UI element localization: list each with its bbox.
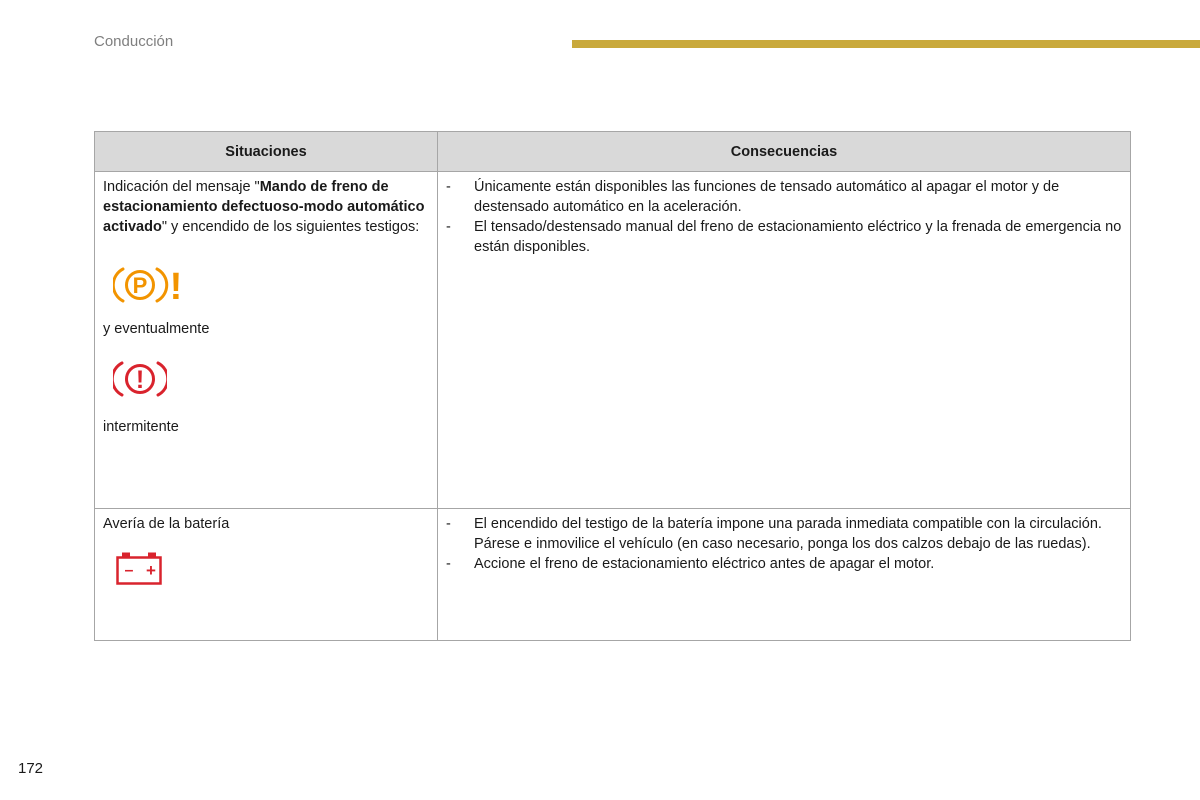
consequence-list — [446, 514, 1122, 574]
battery-plus-sign: + — [146, 561, 156, 580]
battery-warning-icon — [116, 552, 164, 586]
list-item — [446, 177, 1122, 217]
situation-intro: Indicación del mensaje " — [103, 179, 260, 195]
brake-warning-icon — [113, 359, 167, 399]
situation-message: Mando de freno de estacionamiento defectuoso-modo automático activado — [103, 179, 425, 235]
bullet-dash: - — [446, 556, 451, 572]
between-icons-text: y eventualmente — [103, 321, 210, 337]
bullet-dash: - — [446, 219, 451, 235]
list-item — [446, 514, 1122, 554]
consequence-text: El tensado/destensado manual del freno de estacionamiento eléctrico y la frenada de emergencia no están disponibles. — [474, 219, 1122, 255]
battery-minus-sign: – — [124, 562, 134, 579]
consequence-text: Únicamente están disponibles las funciones de tensado automático al apagar el motor y de destensado automático en la aceleración. — [474, 179, 1060, 215]
section-title: Conducción — [94, 33, 174, 50]
table-header-row — [95, 132, 1131, 172]
situation-description: Avería de la batería — [103, 516, 230, 532]
header-accent-bar — [572, 40, 1200, 48]
consequence-text: El encendido del testigo de la batería impone una parada inmediata compatible con la circulación. Párese e inmovilice el vehículo (en caso necesario, ponga los dos calzos debajo de las ruedas). — [474, 516, 1102, 552]
header-consecuencias: Consecuencias — [438, 132, 1131, 172]
bullet-dash: - — [446, 179, 451, 195]
situation-cell — [95, 172, 438, 509]
brake-exclamation: ! — [135, 366, 145, 394]
situation-outro: " y encendido de los siguientes testigos: — [161, 219, 420, 235]
parking-brake-warning-icon — [113, 265, 185, 305]
page-number: 172 — [18, 760, 44, 777]
table-row — [95, 509, 1131, 641]
list-item — [446, 554, 1122, 574]
consequence-list — [446, 177, 1122, 257]
table-row — [95, 172, 1131, 509]
consequence-cell — [438, 509, 1131, 641]
warnings-table — [94, 131, 1131, 641]
parking-letter: P — [132, 273, 148, 298]
consequence-text: Accione el freno de estacionamiento eléctrico antes de apagar el motor. — [474, 556, 935, 572]
situation-cell — [95, 509, 438, 641]
situation-description — [103, 177, 429, 237]
exclamation-mark: ! — [169, 266, 183, 305]
list-item — [446, 217, 1122, 257]
header-situaciones: Situaciones — [95, 132, 438, 172]
bullet-dash: - — [446, 516, 451, 532]
after-icons-text: intermitente — [103, 419, 179, 435]
consequence-cell — [438, 172, 1131, 509]
